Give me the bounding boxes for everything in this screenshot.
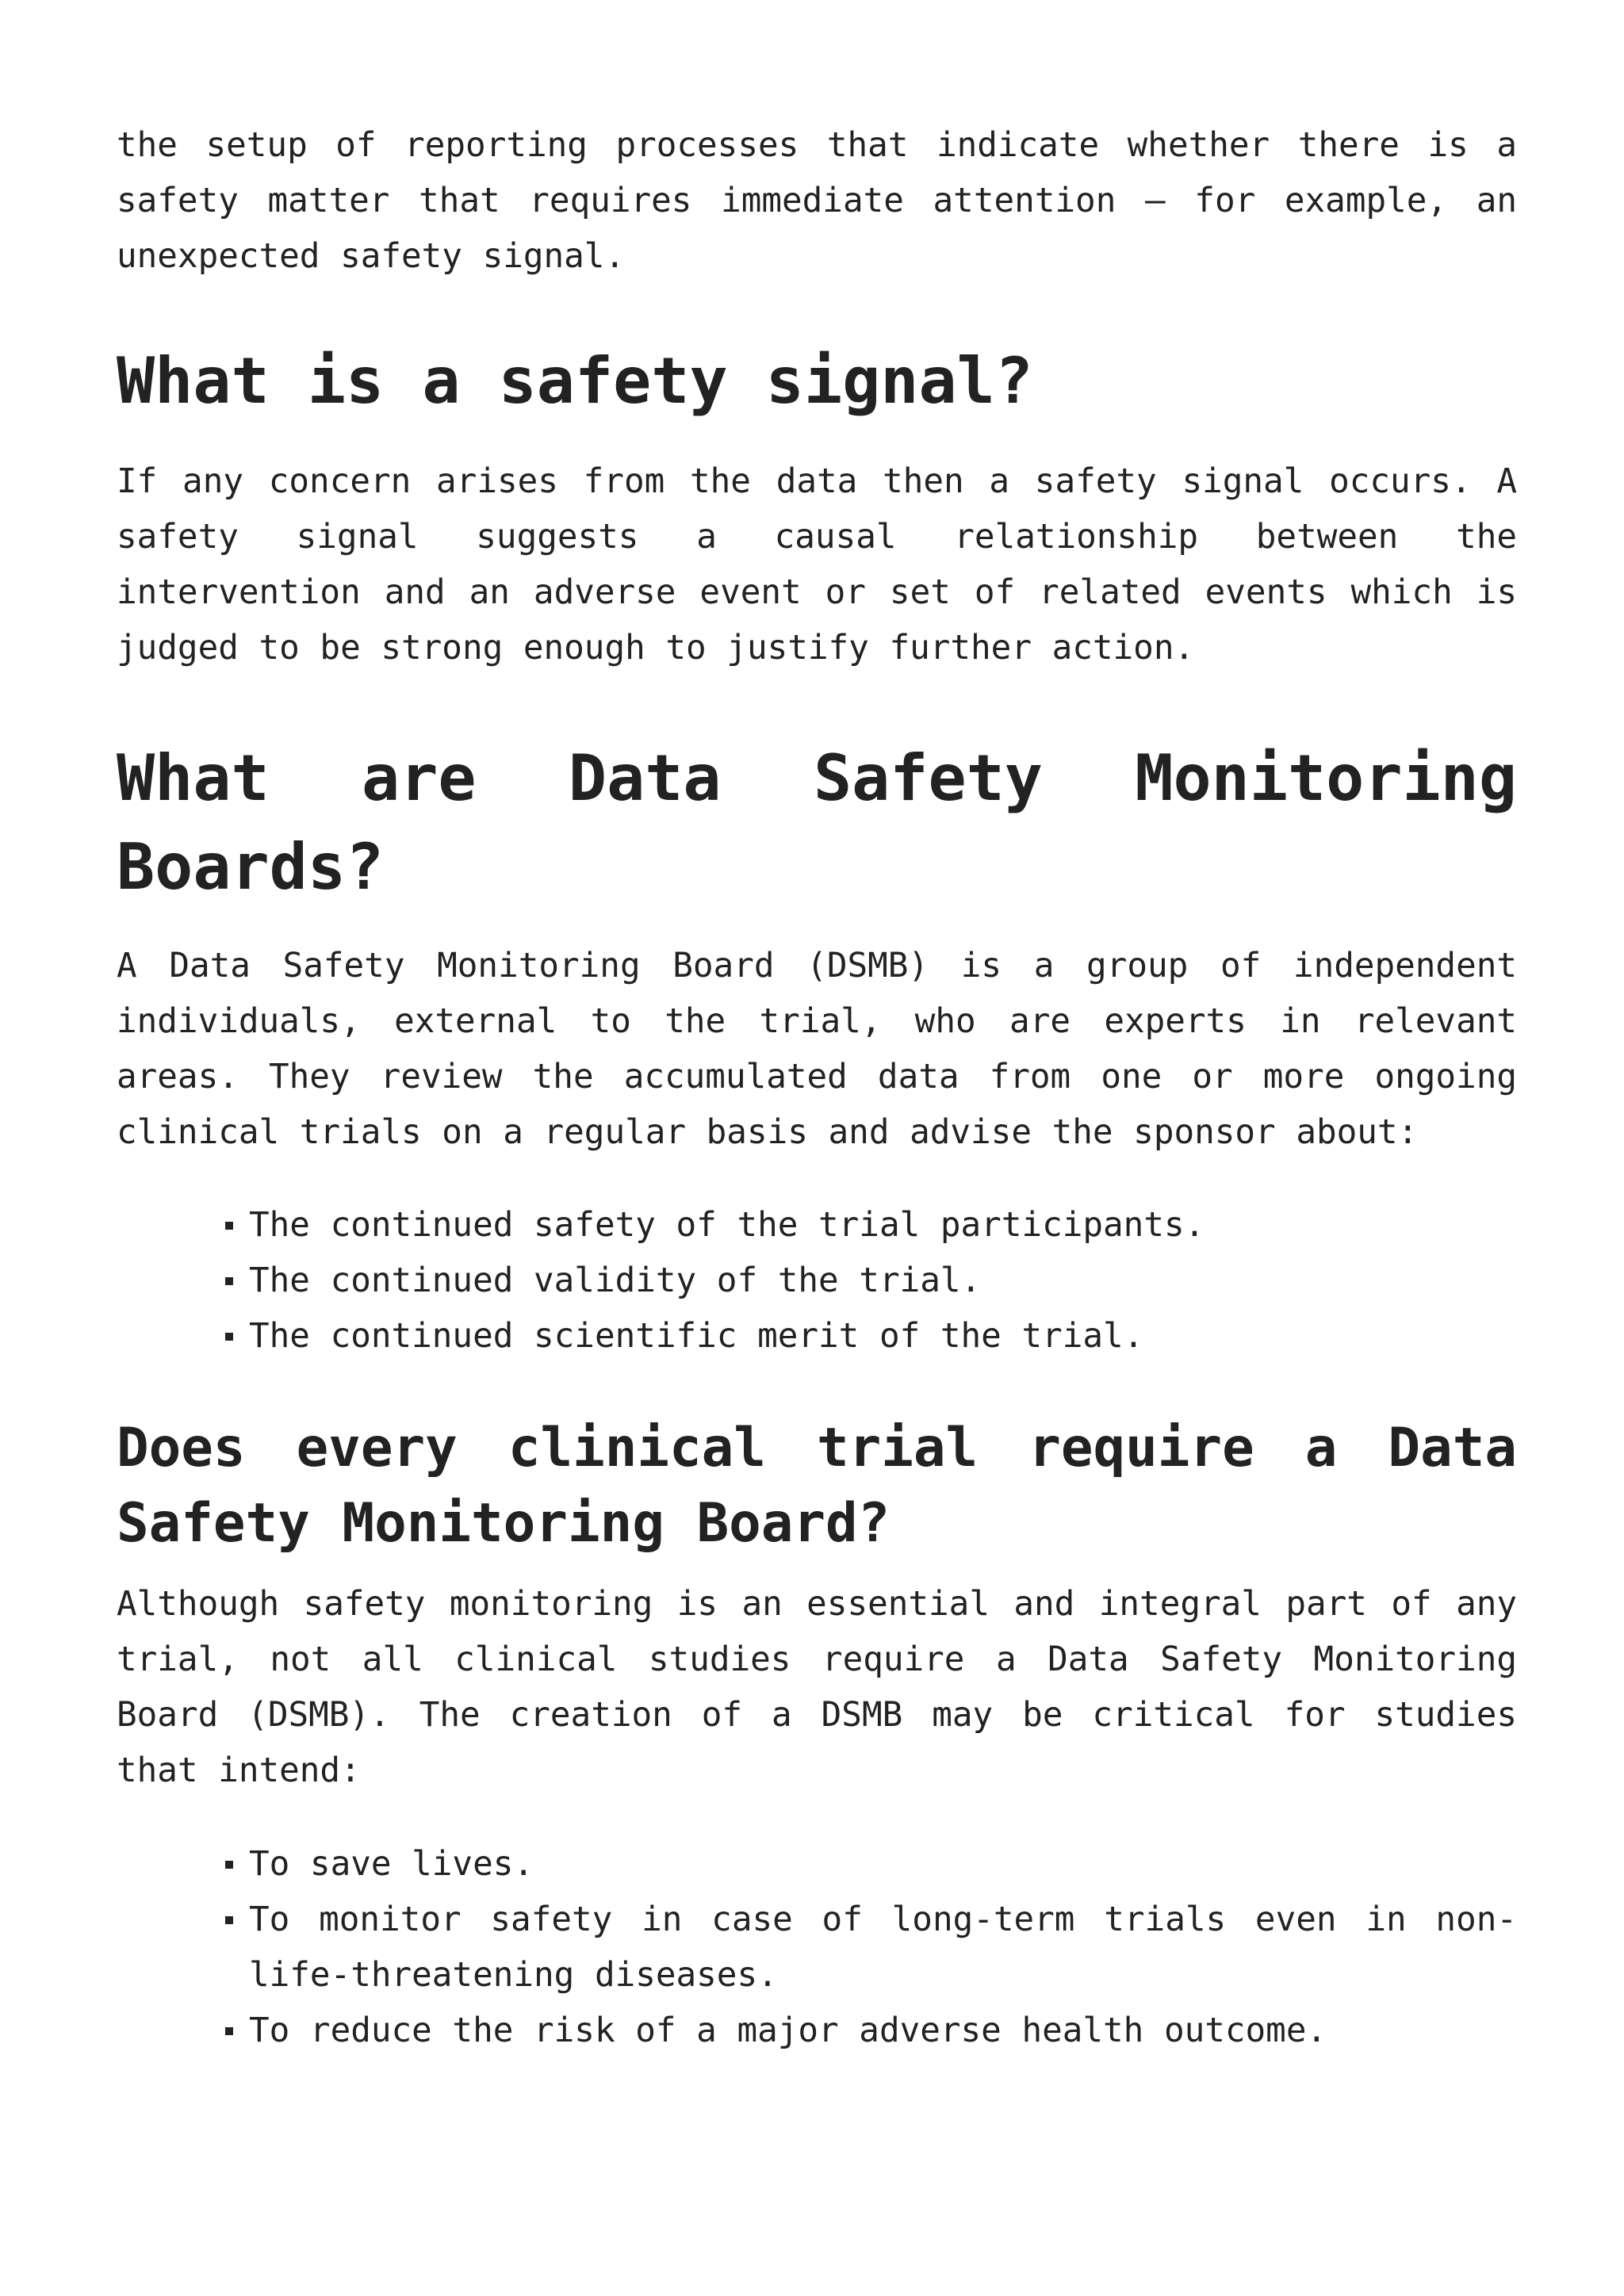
- list-item: [249, 1892, 1517, 2003]
- article-body: [117, 117, 1517, 2058]
- list-item: [249, 1197, 1517, 1253]
- dsmb-purpose-list: [117, 1836, 1517, 2058]
- bullet-icon: [225, 2027, 233, 2035]
- intro-paragraph: the setup of reporting processes that indicate whether there is a safety matter that requires immediate attention – for example, an unexpected safety signal.: [117, 125, 1517, 276]
- list-item: [249, 1253, 1517, 1308]
- bullet-icon: [225, 1277, 233, 1285]
- bullet-icon: [225, 1222, 233, 1230]
- safety-signal-paragraph: If any concern arises from the data then a safety signal occurs. A safety signal suggests a causal relationship between the intervention and an adverse event or set of related events which is judged to be strong enough to justify further action.: [117, 461, 1517, 668]
- list-item: [249, 2003, 1517, 2058]
- list-item-text: The continued safety of the trial participants.: [249, 1205, 1205, 1245]
- list-item: [249, 1308, 1517, 1364]
- heading-dsmb: What are Data Safety Monitoring Boards?: [117, 741, 1517, 904]
- bullet-icon: [225, 1861, 233, 1869]
- list-item-text: The continued validity of the trial.: [249, 1261, 982, 1300]
- list-item-text: To save lives.: [249, 1844, 534, 1884]
- dsmb-requirement-paragraph: Although safety monitoring is an essential and integral part of any trial, not all clinical studies require a Data Safety Monitoring Board (DSMB). The creation of a DSMB may be critical for studies that intend:: [117, 1584, 1517, 1790]
- list-item: [249, 1836, 1517, 1892]
- dsmb-paragraph: A Data Safety Monitoring Board (DSMB) is a group of independent individuals, external to the trial, who are experts in relevant areas. They review the accumulated data from one or more ongoing clinical trials on a regular basis and advise the sponsor about:: [117, 946, 1517, 1152]
- heading-safety-signal: What is a safety signal?: [117, 344, 1033, 418]
- bullet-icon: [225, 1333, 233, 1341]
- list-item-text: The continued scientific merit of the trial.: [249, 1316, 1144, 1356]
- bullet-icon: [225, 1916, 233, 1924]
- list-item-text: To reduce the risk of a major adverse health outcome.: [249, 2011, 1327, 2050]
- list-item-text: To monitor safety in case of long-term trials even in non-life-threatening diseases.: [249, 1900, 1517, 1995]
- heading-dsmb-requirement: Does every clinical trial require a Data Safety Monitoring Board?: [117, 1416, 1517, 1554]
- dsmb-advice-list: [117, 1197, 1517, 1364]
